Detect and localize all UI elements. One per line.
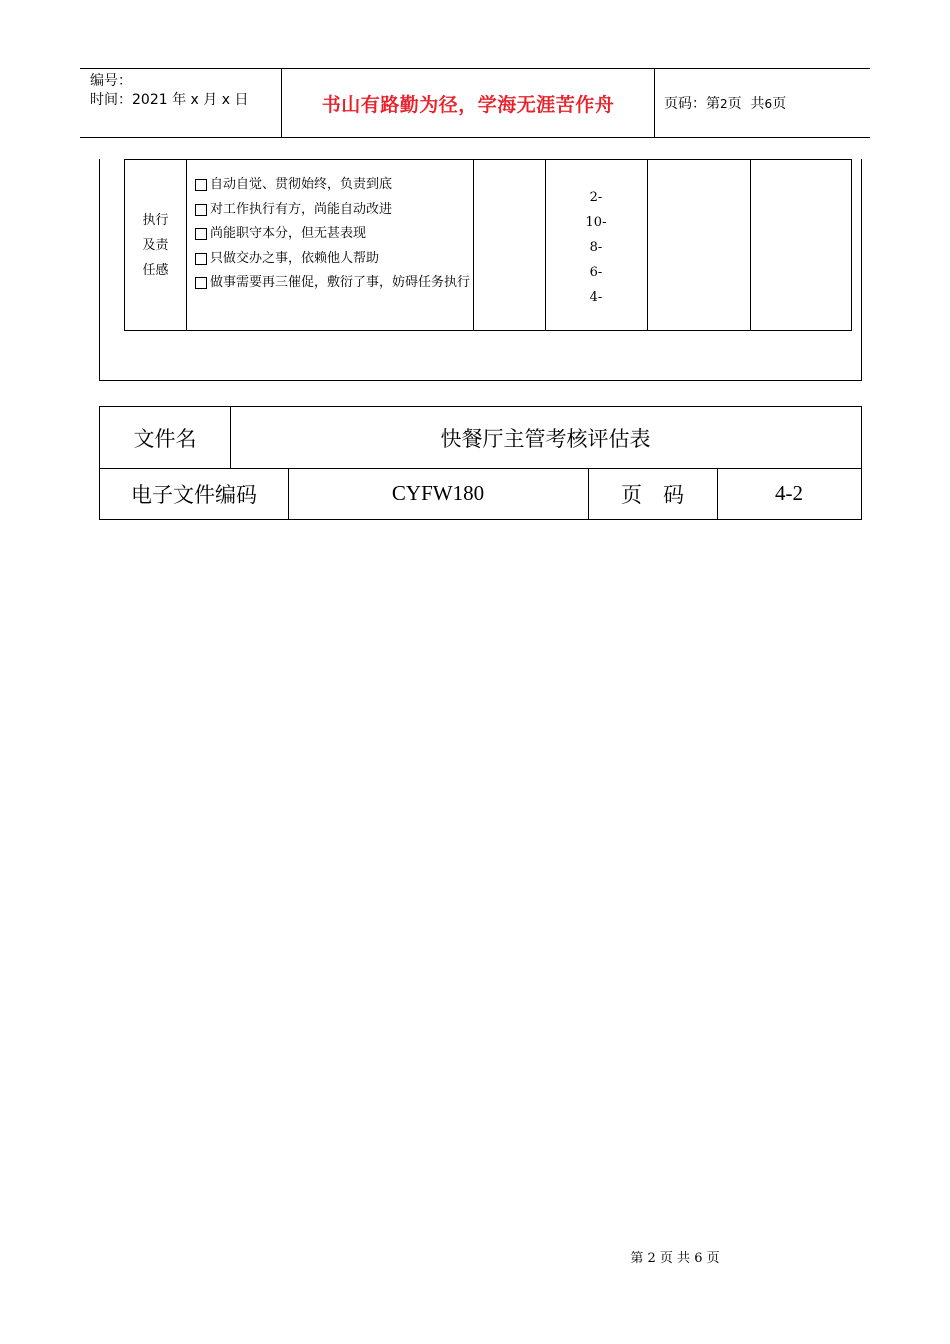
page-code-label: 页 码 [621, 482, 684, 507]
time-month: x [190, 92, 199, 108]
option-text: 自动自觉、贯彻始终，负责到底 [210, 177, 393, 192]
page-label: 页码：第 [664, 96, 720, 112]
column-divider [647, 160, 648, 330]
score-list [545, 185, 647, 310]
checkbox[interactable] [195, 253, 207, 265]
score-value: 6- [589, 265, 603, 280]
option-list [195, 173, 470, 296]
column-divider [186, 160, 187, 330]
page-end: 页 [772, 96, 787, 112]
page-total: 6 [764, 97, 773, 111]
score-value: 2- [589, 190, 603, 205]
option-text: 尚能职守本分，但无甚表现 [210, 226, 367, 241]
column-divider [473, 160, 474, 330]
option-text: 只做交办之事，依赖他人帮助 [210, 250, 380, 266]
score-value: 10- [585, 215, 607, 230]
time-year: 2021 [132, 92, 168, 108]
checkbox[interactable] [195, 228, 207, 240]
time-month-suffix: 月 [198, 92, 222, 108]
checkbox[interactable] [195, 179, 207, 191]
category-line: 执行 [142, 213, 169, 228]
option-item [195, 198, 470, 223]
time-label: 时间： [90, 92, 132, 108]
page-footer: 第 2 页 共 6 页 [630, 1251, 720, 1266]
category-line: 及责 [142, 238, 169, 253]
page-code-value: 4-2 [775, 481, 803, 505]
score-value: 8- [589, 240, 603, 255]
time-line [90, 91, 249, 110]
header-meta [90, 72, 249, 110]
time-day-suffix: 日 [230, 92, 249, 108]
page-current: 2 [720, 97, 728, 111]
header-divider [654, 69, 655, 137]
time-day: x [221, 92, 231, 108]
document-info-table [99, 406, 862, 520]
number-label: 编号： [90, 73, 132, 89]
score-value: 4- [589, 290, 603, 305]
option-item [195, 173, 470, 198]
code-value: CYFW180 [391, 481, 485, 505]
page-mid: 页 共 [727, 96, 765, 112]
category-label [125, 208, 186, 283]
time-year-suffix: 年 [167, 92, 191, 108]
page-header [80, 68, 870, 138]
code-label: 电子文件编码 [131, 482, 257, 507]
column-divider [750, 160, 751, 330]
header-page-info [664, 93, 786, 113]
file-name-value: 快餐厅主管考核评估表 [440, 426, 651, 451]
checkbox[interactable] [195, 204, 207, 216]
option-text: 对工作执行有方，尚能自动改进 [210, 201, 393, 217]
evaluation-row [124, 159, 852, 331]
option-item [195, 247, 470, 272]
option-text: 做事需要再三催促，敷衍了事，妨碍任务执行 [210, 275, 471, 290]
option-item [195, 222, 470, 247]
option-item [195, 271, 470, 296]
category-line: 任感 [142, 263, 169, 278]
motto: 书山有路勤为径，学海无涯苦作舟 [321, 93, 615, 116]
checkbox[interactable] [195, 277, 207, 289]
file-name-label: 文件名 [133, 426, 197, 451]
